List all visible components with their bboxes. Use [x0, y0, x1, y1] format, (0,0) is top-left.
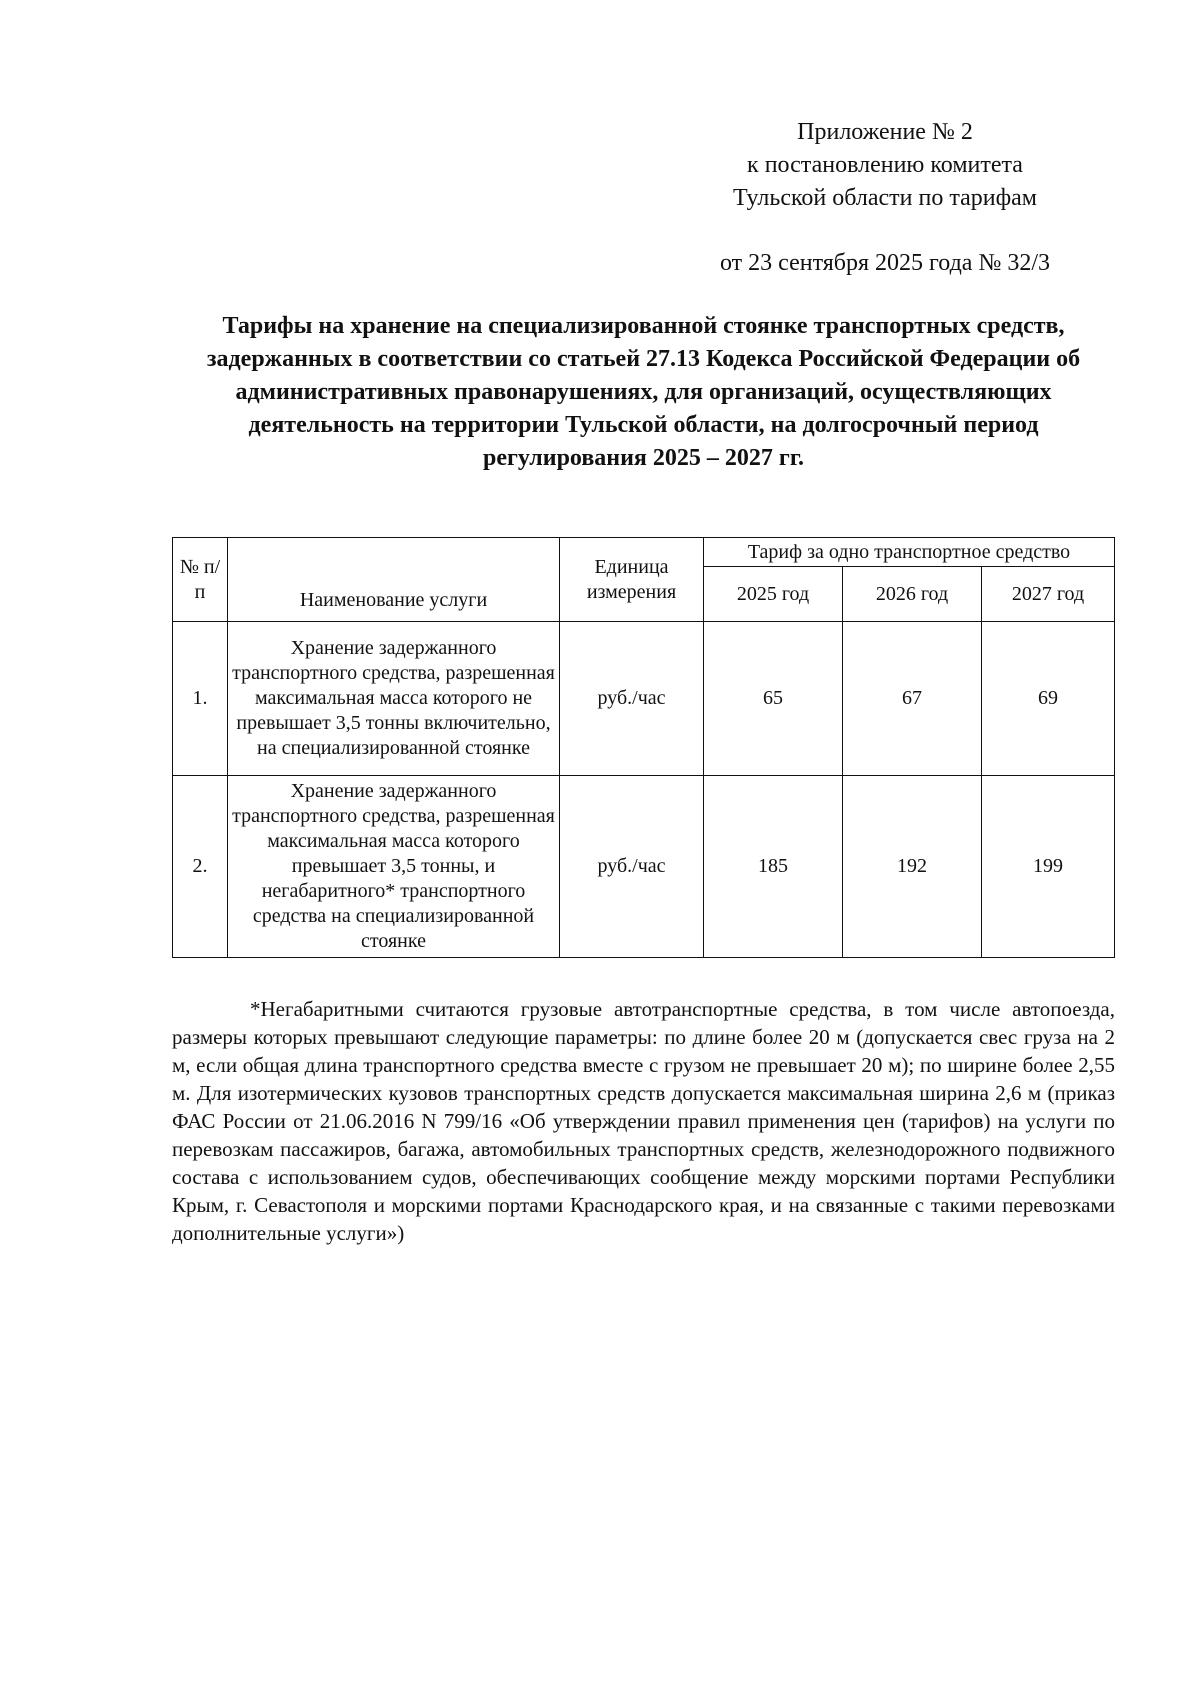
row-value-2025: 65: [704, 622, 843, 776]
row-value-2027: 199: [982, 776, 1115, 958]
footnote: *Негабаритными считаются грузовые автотранспортные средства, в том числе автопоезда, размеры которых превышают следующие параметры: по длине более 20 м (допускается свес груза на 2 м, если общая длина транспортного средства вместе с грузом не превышает 20 м); по ширине более 2,55 м. Для изотермических кузовов транспортных средств допускается максимальная ширина 2,6 м (приказ ФАС России от 21.06.2016 N 799/16 «Об утверждении правил применения цен (тарифов) на услуги по перевозкам пассажиров, багажа, автомобильных транспортных средств, железнодорожного подвижного состава с использованием судов, обеспечивающих сообщение между морскими портами Республики Крым, г. Севастополя и морскими портами Краснодарского края, и на связанные с такими перевозками дополнительные услуги»): [172, 997, 1115, 1245]
row-value-2026: 192: [843, 776, 982, 958]
header-year-2025: 2025 год: [704, 567, 843, 622]
appendix-ref: к постановлению комитета: [747, 152, 1023, 178]
header-year-2027: 2027 год: [982, 567, 1115, 622]
appendix-header: [650, 116, 1120, 280]
row-service-name: Хранение задержанного транспортного средства, разрешенная максимальная масса которого превышает 3,5 тонны, и негабаритного* транспортного средства на специализированной стоянке: [228, 776, 560, 958]
table-row: [173, 776, 1115, 958]
header-name: Наименование услуги: [228, 538, 560, 622]
document-title: Тарифы на хранение на специализированной стоянке транспортных средств, задержанных в соответствии со статьей 27.13 Кодекса Российской Федерации об административных правонарушениях, для организаций, осуществляющих деятельность на территории Тульской области, на долгосрочный период регулирования 2025 – 2027 гг.: [206, 313, 1081, 471]
row-value-2026: 67: [843, 622, 982, 776]
tariff-table: [172, 537, 1115, 958]
row-service-name: Хранение задержанного транспортного средства, разрешенная максимальная масса которого не превышает 3,5 тонны включительно, на специализированной стоянке: [228, 622, 560, 776]
table-row: [173, 622, 1115, 776]
header-year-2026: 2026 год: [843, 567, 982, 622]
appendix-number: Приложение № 2: [797, 119, 973, 145]
row-value-2027: 69: [982, 622, 1115, 776]
table-header-row: [173, 538, 1115, 567]
header-unit: Единица измерения: [560, 538, 704, 622]
row-num: 2.: [173, 776, 228, 958]
appendix-authority: Тульской области по тарифам: [732, 185, 1037, 211]
header-num: № п/ п: [173, 538, 228, 622]
row-num: 1.: [173, 622, 228, 776]
row-unit: руб./час: [560, 622, 704, 776]
appendix-date: от 23 сентября 2025 года № 32/3: [719, 250, 1051, 276]
row-unit: руб./час: [560, 776, 704, 958]
header-tariff-group: Тариф за одно транспортное средство: [704, 538, 1115, 567]
row-value-2025: 185: [704, 776, 843, 958]
